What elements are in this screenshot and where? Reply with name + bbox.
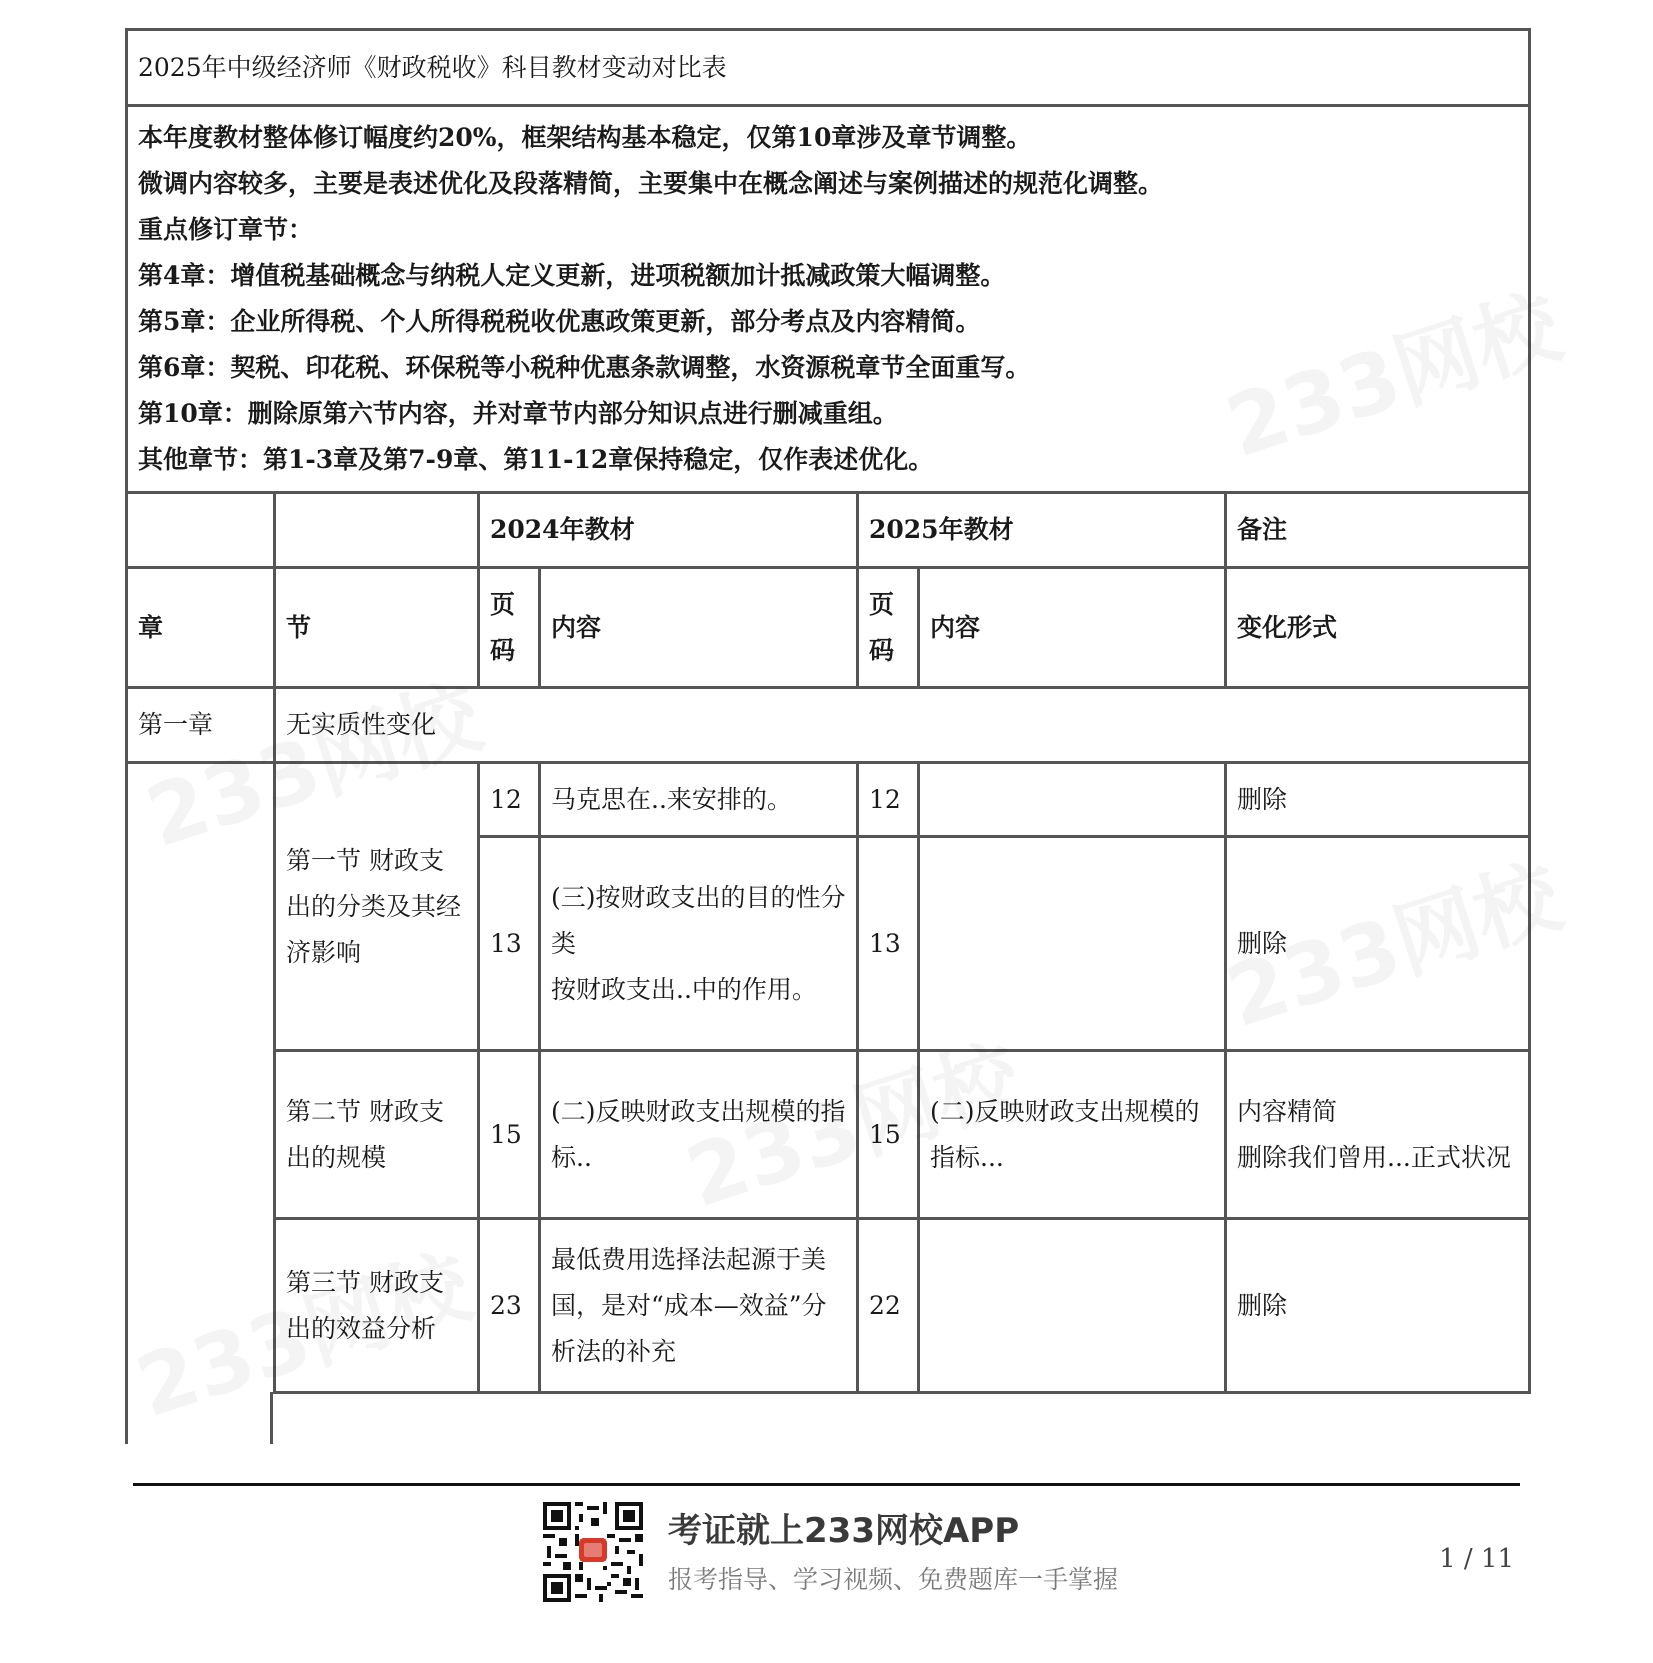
comparison-table [125, 28, 1531, 1394]
chapter-1-label: 第一章 [127, 688, 275, 763]
summary-line: 第10章：删除原第六节内容，并对章节内部分知识点进行删减重组。 [138, 399, 898, 428]
summary-line: 第5章：企业所得税、个人所得税税收优惠政策更新，部分考点及内容精简。 [138, 307, 981, 336]
summary-line: 其他章节：第1-3章及第7-9章、第11-12章保持稳定，仅作表述优化。 [138, 445, 934, 474]
page-2025-cell: 22 [858, 1219, 919, 1393]
summary-line: 本年度教材整体修订幅度约20%，框架结构基本稳定，仅第10章涉及章节调整。 [138, 123, 1032, 152]
content-2024-cell: (三)按财政支出的目的性分类 按财政支出..中的作用。 [540, 837, 858, 1051]
content-2025-cell [919, 1219, 1226, 1393]
header-notes: 备注 [1226, 493, 1530, 568]
page-2024-cell: 12 [479, 763, 540, 837]
col-header-content-2025: 内容 [919, 568, 1226, 688]
summary-line: 第6章：契税、印花税、环保税等小税种优惠条款调整，水资源税章节全面重写。 [138, 353, 1031, 382]
col-header-page-2024: 页码 [479, 568, 540, 688]
document-title: 2025年中级经济师《财政税收》科目教材变动对比表 [127, 30, 1530, 106]
change-cell: 删除 [1226, 1219, 1530, 1393]
table-row [127, 1051, 1530, 1219]
chapter-2-cell [127, 763, 275, 1393]
change-cell: 删除 [1226, 837, 1530, 1051]
header-2025-textbook: 2025年教材 [858, 493, 1226, 568]
header-empty-chapter [127, 493, 275, 568]
qr-code-icon [543, 1502, 643, 1602]
page-2024-cell: 13 [479, 837, 540, 1051]
footer-divider [133, 1483, 1520, 1486]
table-continuation [125, 1392, 273, 1444]
section-cell: 第三节 财政支出的效益分析 [275, 1219, 479, 1393]
col-header-change: 变化形式 [1226, 568, 1530, 688]
summary-line: 重点修订章节： [138, 215, 314, 244]
content-2025-cell [919, 763, 1226, 837]
table-row [127, 1219, 1530, 1393]
content-2024-cell: 最低费用选择法起源于美国，是对“成本—效益”分析法的补充 [540, 1219, 858, 1393]
change-cell: 删除 [1226, 763, 1530, 837]
page-2024-cell: 23 [479, 1219, 540, 1393]
section-cell: 第一节 财政支出的分类及其经济影响 [275, 763, 479, 1051]
header-empty-section [275, 493, 479, 568]
content-2024-cell: (二)反映财政支出规模的指标.. [540, 1051, 858, 1219]
col-header-page-2025: 页码 [858, 568, 919, 688]
section-cell: 第二节 财政支出的规模 [275, 1051, 479, 1219]
page-2025-cell: 13 [858, 837, 919, 1051]
content-2024-cell: 马克思在..来安排的。 [540, 763, 858, 837]
col-header-chapter: 章 [127, 568, 275, 688]
change-cell: 内容精简 删除我们曾用...正式状况 [1226, 1051, 1530, 1219]
content-2025-cell: (二)反映财政支出规模的指标... [919, 1051, 1226, 1219]
col-header-section: 节 [275, 568, 479, 688]
col-header-content-2024: 内容 [540, 568, 858, 688]
page-2024-cell: 15 [479, 1051, 540, 1219]
header-2024-textbook: 2024年教材 [479, 493, 858, 568]
app-promo-title: 考证就上233网校APP [668, 1511, 1020, 1551]
table-row [127, 763, 1530, 837]
page-number: 1 / 11 [1439, 1544, 1514, 1574]
summary-line: 第4章：增值税基础概念与纳税人定义更新，进项税额加计抵减政策大幅调整。 [138, 261, 1006, 290]
content-2025-cell [919, 837, 1226, 1051]
chapter-1-note: 无实质性变化 [275, 688, 1530, 763]
summary-line: 微调内容较多，主要是表述优化及段落精简，主要集中在概念阐述与案例描述的规范化调整。 [138, 169, 1164, 198]
page-2025-cell: 15 [858, 1051, 919, 1219]
app-promo-subtitle: 报考指导、学习视频、免费题库一手掌握 [668, 1565, 1119, 1594]
page-2025-cell: 12 [858, 763, 919, 837]
summary-block [127, 106, 1530, 493]
